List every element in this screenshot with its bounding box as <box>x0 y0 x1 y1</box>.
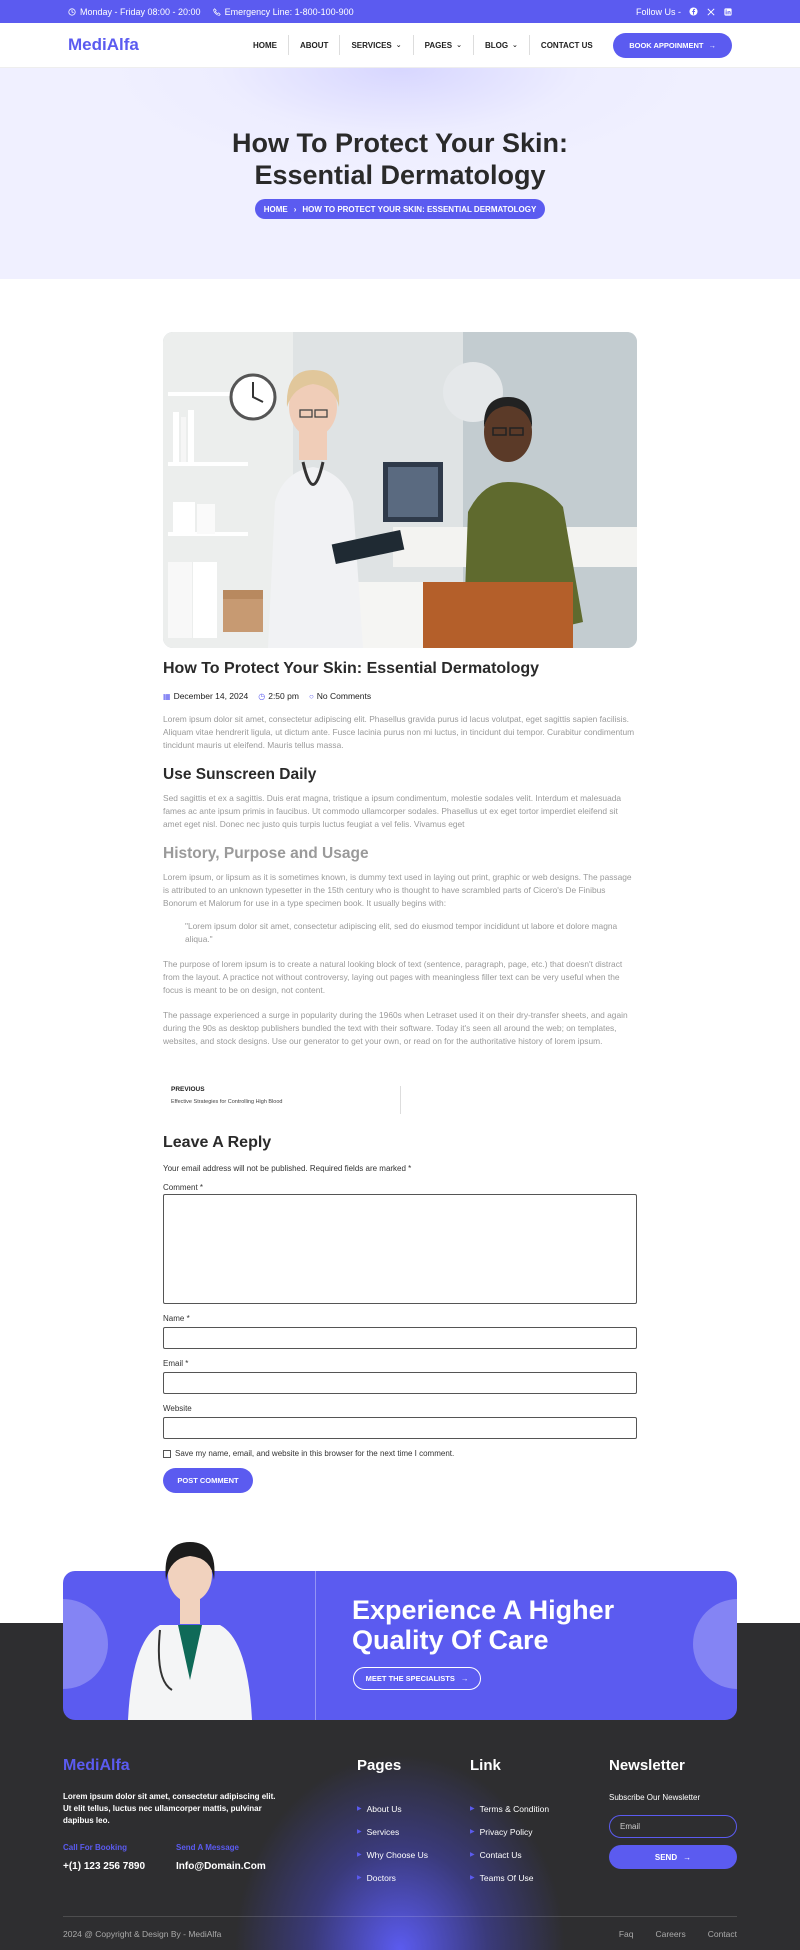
chevron-right-icon: › <box>293 204 297 214</box>
nav-services-label: SERVICES <box>351 40 392 50</box>
cta-heading-line1: Experience A Higher <box>352 1595 615 1625</box>
footer-divider <box>63 1916 737 1917</box>
hours-text: Monday - Friday 08:00 - 20:00 <box>80 6 201 17</box>
emergency-info <box>213 7 354 17</box>
x-twitter-icon[interactable] <box>706 7 715 16</box>
chevron-down-icon: ⌄ <box>456 42 462 49</box>
nav-blog[interactable] <box>474 35 530 55</box>
site-logo[interactable]: MediAlfa <box>68 35 139 54</box>
booking-label: Call For Booking <box>63 1843 127 1852</box>
main-header <box>0 23 800 68</box>
section-heading: Use Sunscreen Daily <box>163 766 317 783</box>
meet-specialists-button[interactable] <box>353 1667 481 1690</box>
facebook-icon[interactable] <box>689 7 698 16</box>
footer-contact-link[interactable]: Contact <box>707 1929 737 1939</box>
website-field[interactable] <box>163 1417 637 1439</box>
book-appointment-button[interactable] <box>613 33 732 58</box>
chevron-down-icon: ⌄ <box>512 42 518 49</box>
footer-link-contact-label: Contact Us <box>479 1849 522 1860</box>
footer-link-services[interactable] <box>357 1820 428 1843</box>
footer-link-contact[interactable] <box>470 1843 549 1866</box>
booking-phone[interactable]: +(1) 123 256 7890 <box>63 1861 146 1872</box>
comment-label: Comment * <box>163 1183 204 1192</box>
footer-link-doctors-label: Doctors <box>366 1872 396 1883</box>
page-title <box>0 127 800 191</box>
nav-pages[interactable] <box>414 35 474 55</box>
links-list <box>470 1797 549 1889</box>
save-info-checkbox[interactable] <box>163 1450 171 1458</box>
decor-circle <box>63 1599 108 1689</box>
caret-right-icon: ▶ <box>357 1806 362 1812</box>
caret-right-icon: ▶ <box>470 1829 475 1835</box>
name-label: Name * <box>163 1314 190 1323</box>
newsletter-subtitle: Subscribe Our Newsletter <box>609 1793 701 1802</box>
footer-link-services-label: Services <box>366 1826 400 1837</box>
footer-link-privacy[interactable] <box>470 1820 549 1843</box>
caret-right-icon: ▶ <box>357 1852 362 1858</box>
follow-label: Follow Us - <box>635 6 681 17</box>
post-intro: Lorem ipsum dolor sit amet, consectetur adipiscing elit. Phasellus gravida purus id lacus volutpat, eget sagittis sapien facilisis. Aliquam vitae hendrerit ligula, ut dictum ante. Fusce lacinia purus non mi luctus, in tincidunt dui tempor. Curabitur condimentum tincidunt mauris ut eleifend. Mauris tellus massa. <box>163 714 635 750</box>
book-appointment-label: BOOK APPOINMENT <box>629 40 704 50</box>
section-heading: History, Purpose and Usage <box>163 845 369 862</box>
previous-title: Effective Strategies for Controlling High Blood <box>171 1099 283 1105</box>
caret-right-icon: ▶ <box>470 1875 475 1881</box>
caret-right-icon: ▶ <box>357 1829 362 1835</box>
footer-link-terms[interactable] <box>470 1797 549 1820</box>
page-title-line2: Essential Dermatology <box>254 160 546 190</box>
caret-right-icon: ▶ <box>470 1852 475 1858</box>
post-comments[interactable] <box>309 691 371 701</box>
arrow-right-icon: → <box>460 1674 469 1683</box>
reply-title: Leave A Reply <box>163 1134 272 1151</box>
message-email[interactable]: Info@Domain.Com <box>176 1861 266 1872</box>
page-hero <box>0 68 800 279</box>
nav-contact-label: CONTACT US <box>540 40 593 50</box>
nav-blog-label: BLOG <box>484 40 509 50</box>
nav-about[interactable] <box>289 35 340 55</box>
top-bar <box>0 0 800 23</box>
link-heading: Link <box>470 1757 501 1774</box>
footer-link-terms-label: Terms & Condition <box>479 1803 550 1814</box>
message-label: Send A Message <box>176 1843 239 1852</box>
comment-icon: ○ <box>308 691 314 701</box>
pages-heading: Pages <box>357 1757 402 1774</box>
section-paragraph: The purpose of lorem ipsum is to create a natural looking block of text (sentence, paragraph, page, etc.) that doesn't distract from the layout. A practice not without controversy, laying out pages with meaningless filler text can be very useful when the focus is meant to be on design, not content. <box>163 959 623 995</box>
arrow-right-icon: → <box>683 1852 692 1862</box>
featured-image <box>163 332 637 648</box>
footer-link-about[interactable] <box>357 1797 428 1820</box>
post-comment-button[interactable]: POST COMMENT <box>163 1468 253 1493</box>
footer-link-why-choose[interactable] <box>357 1843 428 1866</box>
blockquote: "Lorem ipsum dolor sit amet, consectetur adipiscing elit, sed do eiusmod tempor incididunt ut labore et dolore magna aliqua." <box>185 921 618 944</box>
post-time <box>258 691 299 701</box>
previous-label: PREVIOUS <box>171 1086 205 1093</box>
post-date <box>163 691 248 701</box>
breadcrumb-current: HOW TO PROTECT YOUR SKIN: ESSENTIAL DERMATOLOGY <box>302 204 537 214</box>
hours-info <box>68 7 201 17</box>
post-title: How To Protect Your Skin: Essential Dermatology <box>163 660 540 677</box>
post-date-text: December 14, 2024 <box>173 691 249 701</box>
previous-post-link[interactable] <box>163 1086 401 1114</box>
footer-faq-link[interactable]: Faq <box>618 1929 634 1939</box>
footer-link-doctors[interactable] <box>357 1866 428 1889</box>
section-paragraph: Lorem ipsum, or lipsum as it is sometimes known, is dummy text used in laying out print, graphic or web designs. The passage is attributed to an unknown typesetter in the 15th century who is thought to have scrambled parts of Cicero's De Finibus Bonorum et Malorum for use in a type specimen book. It usually begins with: <box>163 872 632 908</box>
caret-right-icon: ▶ <box>357 1875 362 1881</box>
newsletter-send-button[interactable] <box>609 1845 737 1869</box>
nav-pages-label: PAGES <box>424 40 453 50</box>
footer-logo[interactable]: MediAlfa <box>63 1757 130 1774</box>
pages-list <box>357 1797 428 1889</box>
comment-textarea[interactable] <box>163 1194 637 1304</box>
footer-link-teams-label: Teams Of Use <box>479 1872 534 1883</box>
email-label: Email * <box>163 1359 189 1368</box>
nav-services[interactable] <box>340 35 413 55</box>
article <box>163 332 637 1493</box>
send-label: SEND <box>654 1852 678 1862</box>
footer-careers-link[interactable]: Careers <box>655 1929 686 1939</box>
calendar-icon: ▦ <box>163 691 171 701</box>
post-time-text: 2:50 pm <box>268 691 299 701</box>
save-info-label: Save my name, email, and website in this browser for the next time I comment. <box>175 1449 455 1458</box>
emergency-text: Emergency Line: 1-800-100-900 <box>224 6 354 17</box>
email-field[interactable] <box>163 1372 637 1394</box>
name-field[interactable] <box>163 1327 637 1349</box>
website-label: Website <box>163 1404 192 1413</box>
linkedin-icon[interactable] <box>723 7 732 16</box>
main-nav <box>242 35 604 55</box>
arrow-right-icon: → <box>708 40 716 50</box>
post-meta <box>163 691 637 701</box>
footer-description: Lorem ipsum dolor sit amet, consectetur adipiscing elit. Ut elit tellus, luctus nec ullamcorper mattis, pulvinar dapibus leo. <box>63 1792 276 1825</box>
clock-icon: ◷ <box>258 691 266 701</box>
newsletter-email-input[interactable]: Email <box>609 1815 737 1838</box>
cta-divider <box>315 1571 316 1720</box>
footer-bottom-links <box>619 1929 737 1939</box>
breadcrumb <box>255 199 545 219</box>
phone-icon <box>213 8 221 16</box>
copyright: 2024 @ Copyright & Design By - MediAlfa <box>63 1929 222 1939</box>
meet-specialists-label: MEET THE SPECIALISTS <box>365 1674 455 1683</box>
doctor-patient-photo <box>163 332 637 648</box>
nav-home[interactable] <box>242 35 289 55</box>
reply-note: Your email address will not be published. Required fields are marked * <box>163 1164 412 1173</box>
nav-home-label: HOME <box>253 40 277 50</box>
caret-right-icon: ▶ <box>470 1806 475 1812</box>
footer-link-teams[interactable] <box>470 1866 549 1889</box>
decor-circle <box>693 1599 737 1689</box>
save-info-row <box>163 1449 637 1458</box>
clock-icon <box>68 8 76 16</box>
page-title-line1: How To Protect Your Skin: <box>231 128 569 158</box>
footer-link-privacy-label: Privacy Policy <box>479 1826 533 1837</box>
doctor-portrait <box>120 1530 260 1720</box>
footer-link-why-choose-label: Why Choose Us <box>366 1849 429 1860</box>
nav-contact[interactable] <box>530 35 604 55</box>
newsletter-heading: Newsletter <box>609 1757 685 1774</box>
breadcrumb-home[interactable]: HOME <box>263 204 288 214</box>
section-paragraph: The passage experienced a surge in popularity during the 1960s when Letraset used it on their dry-transfer sheets, and again during the 90s as desktop publishers bundled the text with their software. Today it's seen all around the web; on templates, websites, and stock designs. Use our generator to get your own, or read on for the authoritative history of lorem ipsum. <box>163 1010 628 1046</box>
footer-link-about-label: About Us <box>366 1803 402 1814</box>
post-comments-text: No Comments <box>316 691 372 701</box>
chevron-down-icon: ⌄ <box>395 42 402 49</box>
nav-about-label: ABOUT <box>300 40 329 50</box>
section-paragraph: Sed sagittis et ex a sagittis. Duis erat magna, tristique a ipsum condimentum, molestie sodales velit. Interdum et malesuada fames ac ante ipsum primis in faucibus. Ut commodo ullamcorper sodales. Phasellus ut ex eget tortor imperdiet eleifend sit amet eget nisl. Donec nec justo quis turpis luctus feugiat a vel felis. Vivamus eget <box>163 793 622 829</box>
cta-heading <box>352 1595 614 1655</box>
cta-heading-line2: Quality Of Care <box>352 1625 549 1655</box>
